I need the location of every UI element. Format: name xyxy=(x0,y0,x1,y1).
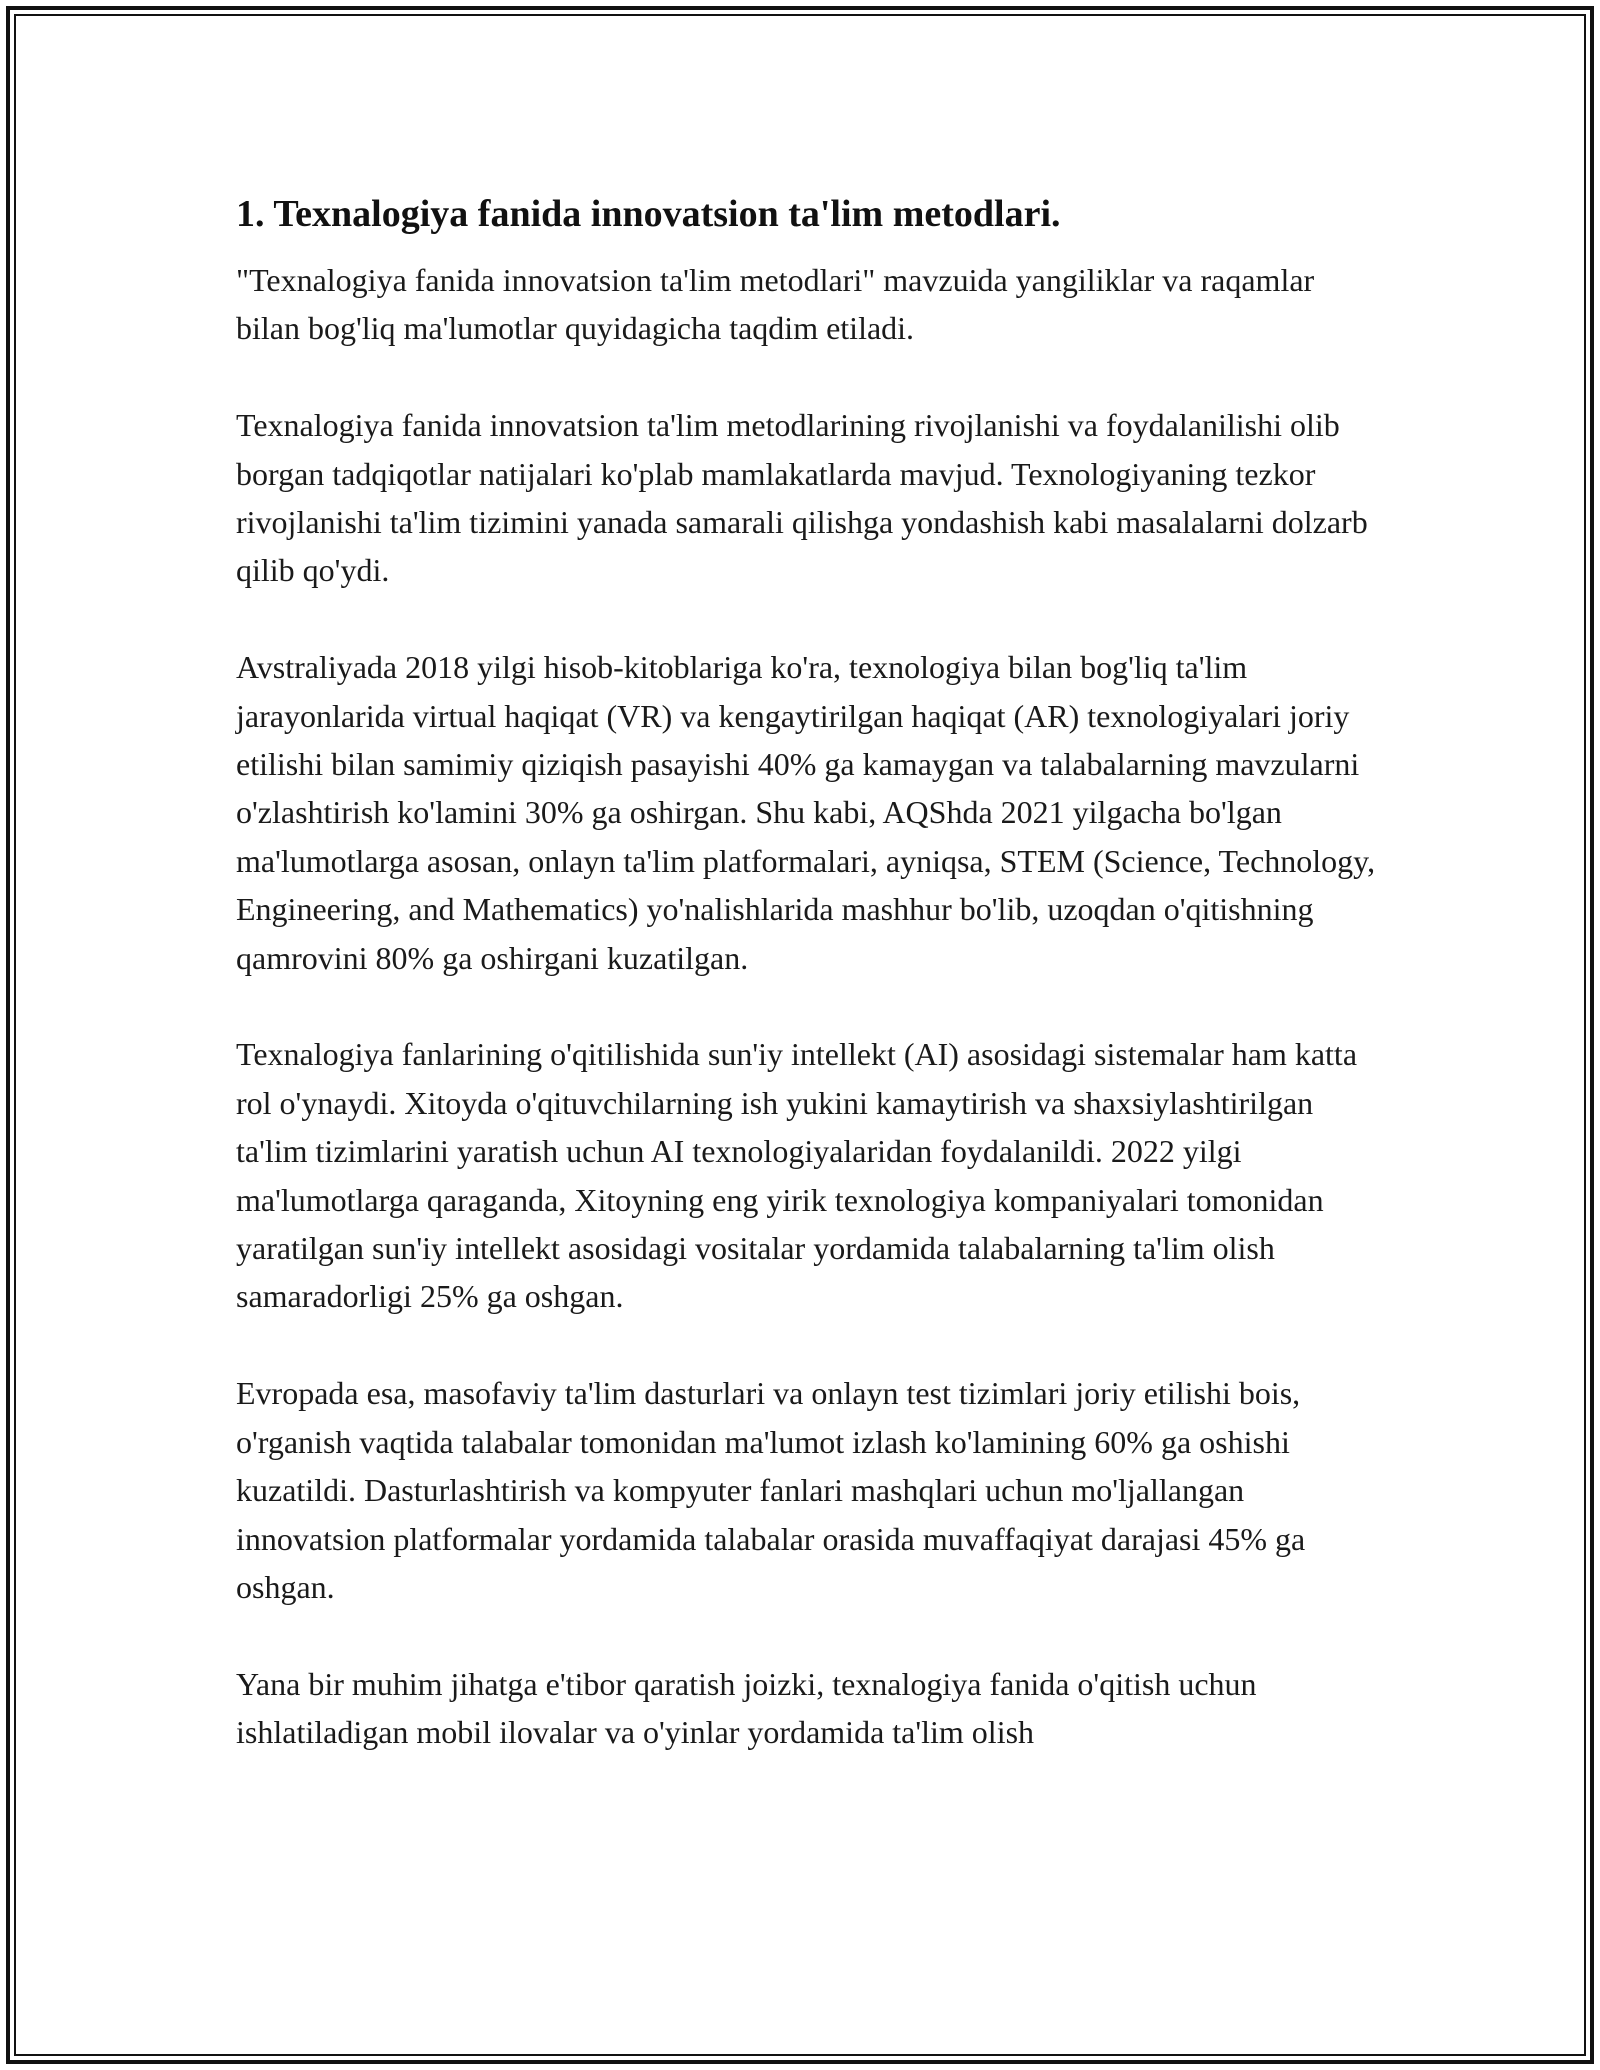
paragraph-mobile-apps: Yana bir muhim jihatga e'tibor qaratish joizki, texnalogiya fanida o'qitish uchun ishlatiladigan mobil ilovalar va o'yinlar yordamida ta'lim olish xyxy=(236,1665,1257,1751)
document-body xyxy=(236,186,1376,1805)
document-title: 1. Texnalogiya fanida innovatsion ta'lim metodlari. xyxy=(236,193,1061,235)
paragraph-europe: Evropada esa, masofaviy ta'lim dasturlari va onlayn test tizimlari joriy etilishi bois, o'rganish vaqtida talabalar tomonidan ma'lumot izlash ko'lamining 60% ga oshishi kuzatildi. Dasturlashtirish va kompyuter fanlari mashqlari uchun mo'ljallangan innovatsion platformalar yordamida talabalar orasida muvaffaqiyat darajasi 45% ga oshgan. xyxy=(236,1375,1306,1605)
paragraph-intro: "Texnalogiya fanida innovatsion ta'lim metodlari" mavzuida yangiliklar va raqamlar bilan bog'liq ma'lumotlar quyidagicha taqdim etiladi. xyxy=(236,262,1315,347)
paragraph-australia-usa: Avstraliyada 2018 yilgi hisob-kitoblariga ko'ra, texnologiya bilan bog'liq ta'lim jarayonlarida virtual haqiqat (VR) va kengaytirilgan haqiqat (AR) texnologiyalari joriy etilishi bilan samimiy qiziqish pasayishi 40% ga kamaygan va talabalarning mavzularni o'zlashtirish ko'lamini 30% ga oshirgan. Shu kabi, AQShda 2021 yilgacha bo'lgan ma'lumotlarga asosan, onlayn ta'lim platformalari, ayniqsa, STEM (Science, Technology, Engineering, and Mathematics) yo'nalishlarida mashhur bo'lib, uzoqdan o'qitishning qamrovini 80% ga oshirgani kuzatilgan. xyxy=(236,649,1376,976)
paragraph-china-ai: Texnalogiya fanlarining o'qitilishida sun'iy intellekt (AI) asosidagi sistemalar ham katta rol o'ynaydi. Xitoyda o'qituvchilarning ish yukini kamaytirish va shaxsiylashtirilgan ta'lim tizimlarini yaratish uchun AI texnologiyalaridan foydalanildi. 2022 yilgi ma'lumotlarga qaraganda, Xitoyning eng yirik texnologiya kompaniyalari tomonidan yaratilgan sun'iy intellekt asosidagi vositalar yordamida talabalarning ta'lim olish samaradorligi 25% ga oshgan. xyxy=(236,1036,1358,1315)
paragraph-development: Texnalogiya fanida innovatsion ta'lim metodlarining rivojlanishi va foydalanilishi olib borgan tadqiqotlar natijalari ko'plab mamlakatlarda mavjud. Texnologiyaning tezkor rivojlanishi ta'lim tizimini yanada samarali qilishga yondashish kabi masalalarni dolzarb qilib qo'ydi. xyxy=(236,407,1368,589)
